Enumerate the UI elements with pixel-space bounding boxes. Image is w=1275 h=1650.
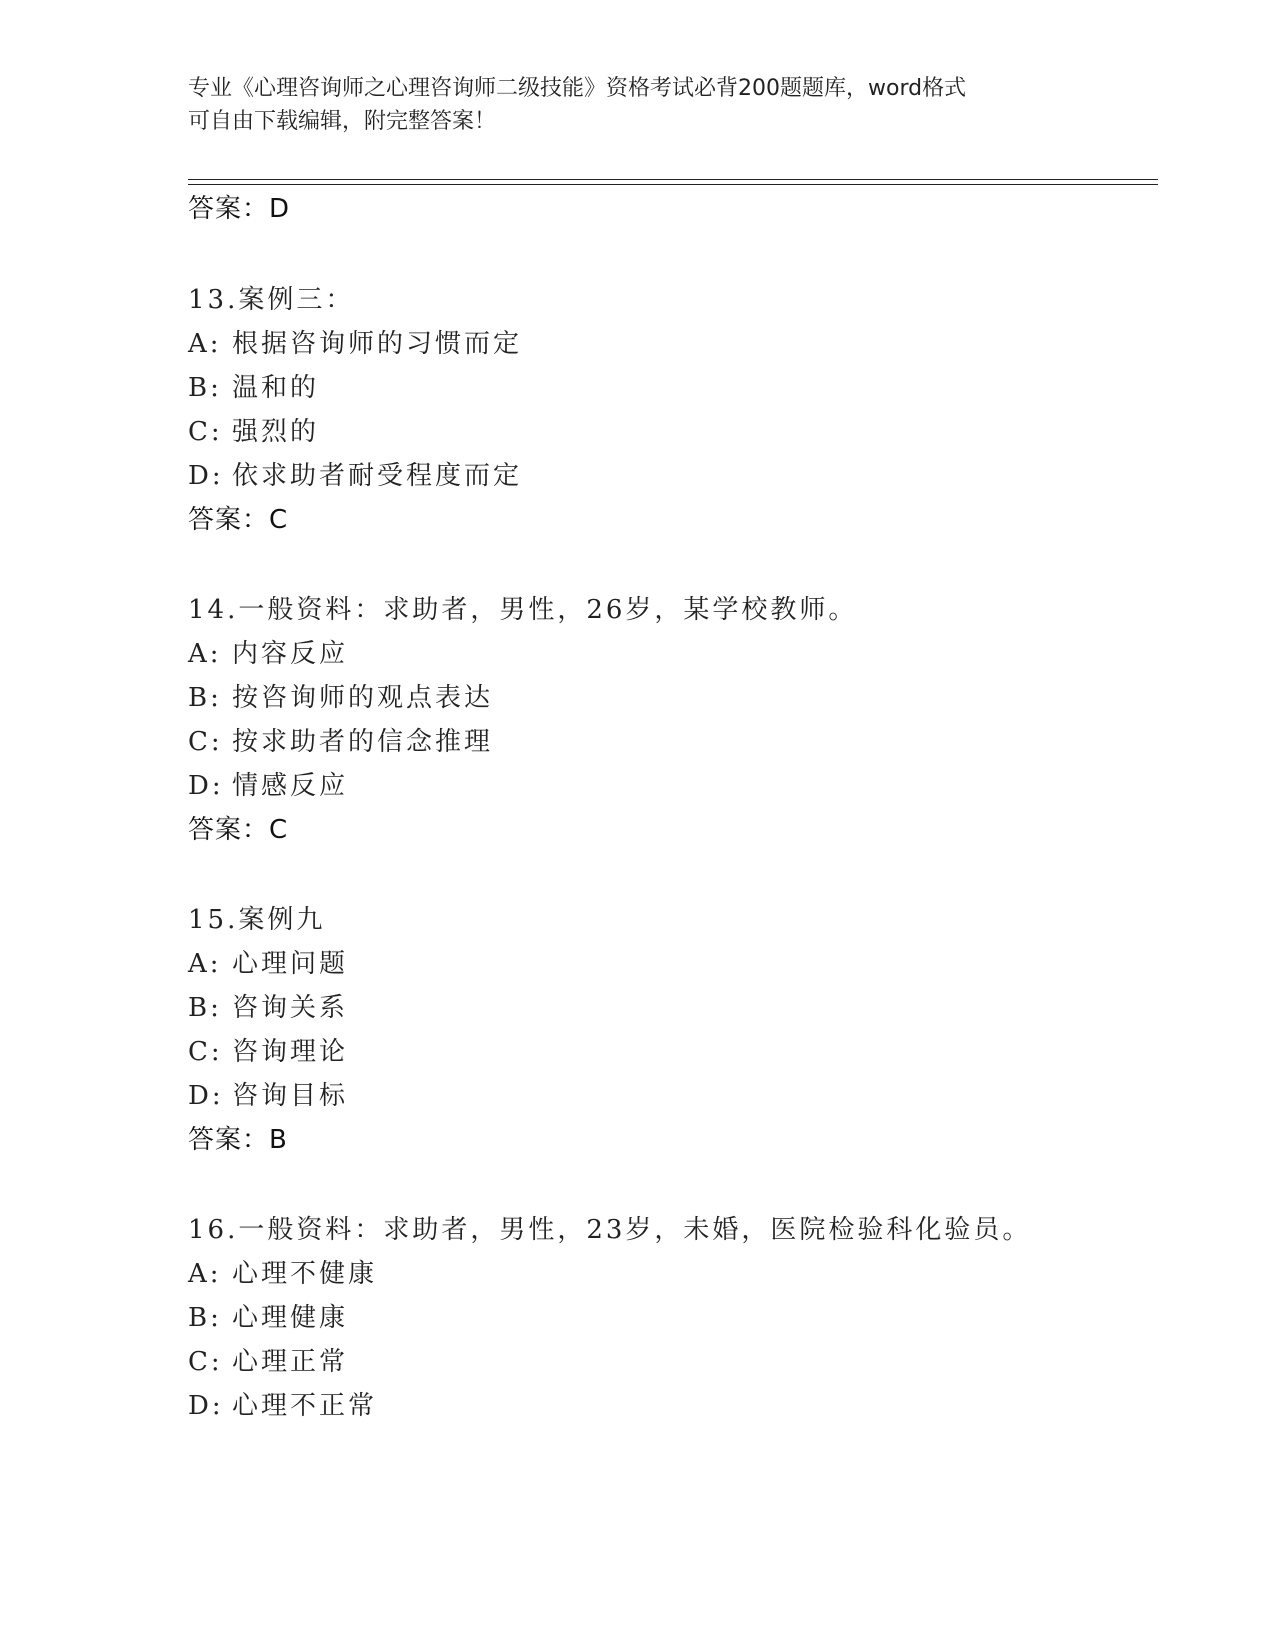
option-d [188, 1079, 348, 1113]
option-text: 心理正常 [232, 1347, 349, 1377]
option-letter: B: [188, 993, 222, 1023]
option-letter: A: [188, 1259, 222, 1289]
option-text: 咨询目标 [232, 1081, 349, 1111]
option-a [188, 637, 348, 671]
option-b [188, 371, 319, 405]
option-letter: D: [188, 771, 224, 801]
option-letter: A: [188, 329, 222, 359]
question-title: 16.一般资料：求助者，男性，23岁，未婚，医院检验科化验员。 [188, 1215, 1032, 1245]
option-text: 心理问题 [232, 949, 349, 979]
option-text: 内容反应 [232, 639, 349, 669]
option-text: 咨询理论 [232, 1037, 349, 1067]
option-c [188, 1345, 348, 1379]
option-text: 心理不正常 [232, 1391, 378, 1421]
answer-label: 答案：D [188, 194, 291, 224]
option-a [188, 1257, 377, 1291]
option-text: 根据咨询师的习惯而定 [232, 329, 523, 359]
option-text: 情感反应 [232, 771, 349, 801]
option-letter: D: [188, 461, 224, 491]
option-a [188, 947, 348, 981]
option-d [188, 769, 348, 803]
option-letter: C: [188, 1347, 223, 1377]
option-text: 按求助者的信念推理 [232, 727, 494, 757]
option-c [188, 1035, 348, 1069]
option-text: 心理不健康 [232, 1259, 378, 1289]
option-b [188, 991, 348, 1025]
option-letter: D: [188, 1081, 224, 1111]
option-text: 依求助者耐受程度而定 [232, 461, 523, 491]
answer-label: 答案：C [188, 505, 289, 535]
option-text: 咨询关系 [232, 993, 349, 1023]
option-letter: B: [188, 1303, 222, 1333]
answer-label: 答案：B [188, 1125, 288, 1155]
question-title: 15.案例九 [188, 905, 326, 935]
option-letter: B: [188, 683, 222, 713]
option-letter: B: [188, 373, 222, 403]
header-divider-bottom [188, 184, 1158, 185]
option-b [188, 1301, 348, 1335]
option-letter: A: [188, 639, 222, 669]
header-line-1: 专业《心理咨询师之心理咨询师二级技能》资格考试必背200题题库，word格式 [188, 76, 967, 101]
option-c [188, 725, 493, 759]
option-b [188, 681, 493, 715]
option-letter: C: [188, 1037, 223, 1067]
option-c [188, 415, 319, 449]
document-header [188, 72, 1088, 138]
question-title: 13.案例三： [188, 285, 355, 315]
question-title: 14.一般资料：求助者，男性，26岁，某学校教师。 [188, 595, 858, 625]
option-d [188, 1389, 377, 1423]
option-text: 心理健康 [232, 1303, 349, 1333]
option-letter: A: [188, 949, 222, 979]
option-text: 强烈的 [232, 417, 320, 447]
option-text: 温和的 [232, 373, 320, 403]
answer-label: 答案：C [188, 815, 289, 845]
option-a [188, 327, 522, 361]
header-line-2: 可自由下载编辑，附完整答案！ [188, 109, 497, 134]
option-letter: D: [188, 1391, 224, 1421]
option-letter: C: [188, 727, 223, 757]
option-letter: C: [188, 417, 223, 447]
option-text: 按咨询师的观点表达 [232, 683, 494, 713]
option-d [188, 459, 522, 493]
header-divider-top [188, 179, 1158, 180]
